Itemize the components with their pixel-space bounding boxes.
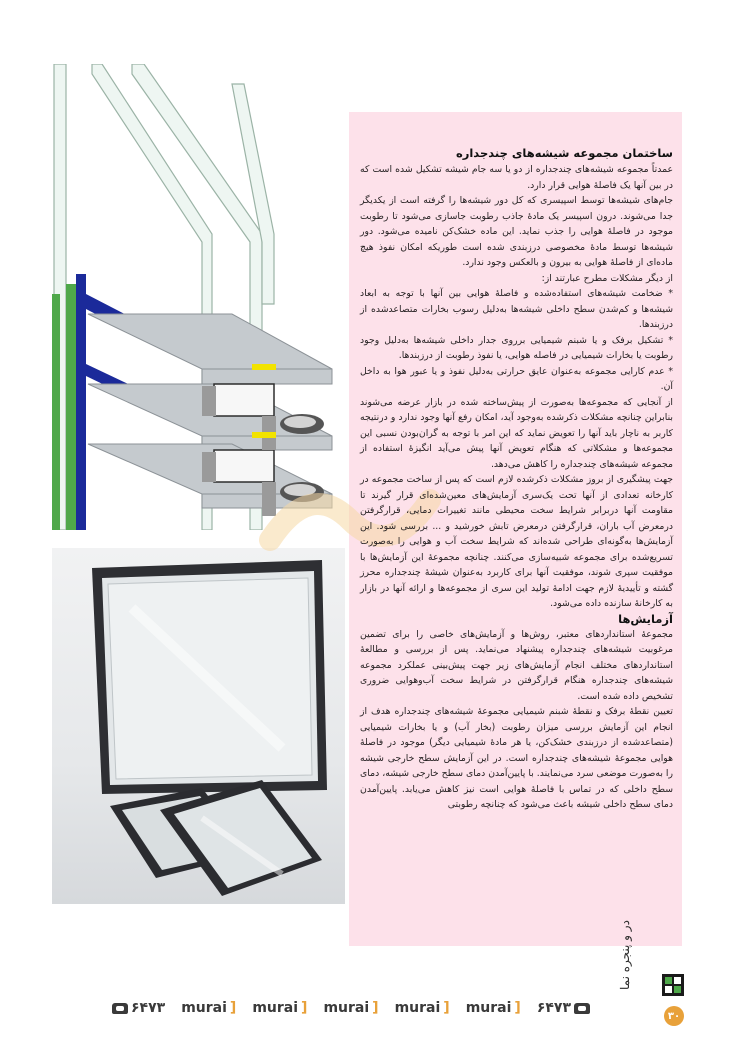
footer-brand: murai ]	[394, 1000, 450, 1016]
paragraph: تعیین نقطهٔ برفک و نقطهٔ شبنم شیمیایی مجموعهٔ شیشه‌های چندجداره هدف از انجام این آزمایش بررسی میزان رطوبت (بخار آب) و یا بخارات شیمیایی (متصاعدشده از درزبندی خشک‌کن، یا هر مادهٔ شیمیایی دیگر) موجود در فاصلهٔ هوایی مجموعهٔ شیشه‌های چندجداره است. در این آزمایش سطح خارجی شیشه را به‌صورت موضعی سرد می‌نمایند. با پایین‌آمدن دمای سطح خارجی شیشه، دمای سطح داخلی که در تماس با فاصلهٔ هوایی است نیز کاهش می‌یابد. پایین‌آمدن دمای سطح داخلی شیشه باعث می‌شود که چنانچه رطوبتی	[360, 706, 673, 810]
magazine-title: در و پنجره نما	[618, 920, 632, 990]
paragraph: جهت پیشگیری از بروز مشکلات ذکرشده لازم است که پس از ساخت مجموعه در کارخانه تعدادی از آنها تحت یک‌سری آزمایش‌های معین‌شده‌ای قرار گیرند تا مقاومت آنها دربرابر شرایط سخت محیطی مانند تغییرات دمایی، قرارگرفتن درمعرض آب باران، قرارگرفتن درمعرض تابش خورشید و ... بررسی شود. این آزمایش‌ها به‌گونه‌ای طراحی شده‌اند که شرایط سخت آب و هوایی را به‌صورت تسریع‌شده برای مجموعه شبیه‌سازی می‌کنند. چنانچه مجموعهٔ این آزمایش‌ها با موفقیت سپری شوند، موفقیت آنها برای کاربرد به‌عنوان شیشهٔ چندجداره محرز گشته و تأییدیهٔ لازم جهت ادامهٔ تولید این سری از مجموعه‌ها و ارائه آنها در بازار به کارخانهٔ سازنده داده می‌شود.	[360, 474, 673, 609]
bullet-item: * ضخامت شیشه‌های استفاده‌شده و فاصلهٔ هوایی بین آنها با توجه به ابعاد شیشه‌ها و کم‌شدن سطح داخلی شیشه‌ها به‌دلیل رسوب بخارات متصاعدشده از درزبندها.	[360, 288, 673, 330]
paragraph: از آنجایی که مجموعه‌ها به‌صورت از پیش‌ساخته شده در بازار عرضه می‌شوند بنابراین چنانچه مشکلات ذکرشده به‌وجود آید، امکان رفع آنها وجود ندارد و درنتیجه کاربر به ناچار باید آنها را تعویض نماید که این امر با توجه به گران‌بودن نسبی این مجموعه‌ها و مشکلاتی که هنگام تعویض آنها پیش می‌آید انگیزهٔ استفاده از مجموعه شیشه‌های چندجداره را کاهش می‌دهد.	[360, 396, 673, 470]
section-title: آزمایش‌ها	[618, 611, 673, 626]
glass-units-photo	[52, 548, 345, 904]
paragraph: مجموعهٔ استانداردهای معتبر، روش‌ها و آزمایش‌های خاصی را برای تضمین مرغوبیت شیشه‌های چندجداره پیشنهاد می‌نماید. پس از بررسی و مطالعهٔ استانداردهای مختلف انجام آزمایش‌های زیر جهت پیش‌بینی عملکرد مجموعه شیشه‌های چندجداره هنگام قرارگرفتن در شرایط سخت آب‌وهوایی ضروری تشخیص داده شده است.	[360, 628, 673, 702]
page-number: ۳۰	[664, 1006, 684, 1026]
bullet-item: * تشکیل برفک و یا شبنم شیمیایی برروی جدار داخلی شیشه‌ها به‌دلیل وجود رطوبت یا بخارات شیمیایی در فاصله هوایی، یا نفوذ رطوبت از درزبندها.	[360, 334, 673, 361]
footer-brand: murai ]	[181, 1000, 237, 1016]
article-title: ساختمان مجموعه شیشه‌های چندجداره	[455, 146, 673, 160]
footer-brand: murai ]	[323, 1000, 379, 1016]
footer-brand: murai ]	[252, 1000, 308, 1016]
footer-phone: ۶۴۷۳	[537, 1000, 590, 1016]
footer-brand: murai ]	[465, 1000, 521, 1016]
paragraph: جام‌های شیشه‌ها توسط اسپیسری که کل دور شیشه‌ها را گرفته است از یکدیگر جدا می‌شوند. درون اسپیسر یک مادهٔ جاذب رطوبت جاسازی می‌شود تا رطوبت موجود در فاصلهٔ هوایی را جذب نماید. این ماده خشک‌کن نامیده می‌شود. دور شیشه‌ها توسط مادهٔ مخصوصی درزبندی شده است طوریکه امکان نفوذ هیچ ماده‌ای از فاصلهٔ هوایی به بیرون و بالعکس وجود ندارد.	[360, 195, 673, 268]
phone-icon	[112, 1003, 128, 1014]
article-body	[360, 146, 673, 813]
footer-ad-strip	[112, 998, 592, 1018]
paragraph: از دیگر مشکلات مطرح عبارتند از:	[541, 272, 673, 284]
footer-phone: ۶۴۷۳	[112, 1000, 165, 1016]
bullet-item: * عدم کارایی مجموعه به‌عنوان عایق حرارتی به‌دلیل نفوذ و یا عبور هوا به داخل آن.	[360, 365, 673, 392]
phone-icon	[574, 1003, 590, 1014]
paragraph: عمدتاً مجموعه شیشه‌های چندجداره از دو یا سه جام شیشه تشکیل شده است که در بین آنها یک فاصلهٔ هوایی قرار دارد.	[360, 164, 673, 191]
glass-units-drawing	[52, 548, 345, 904]
